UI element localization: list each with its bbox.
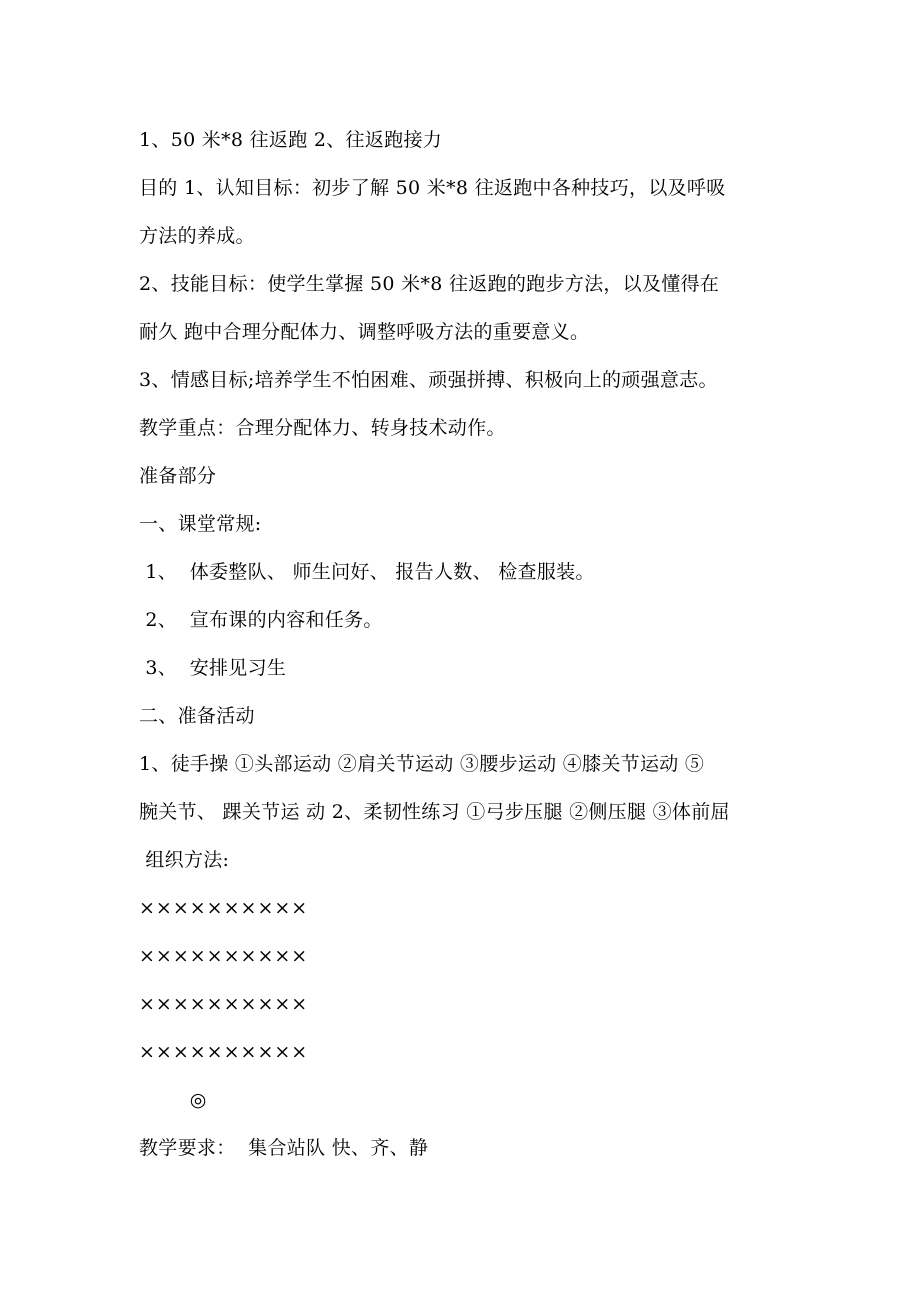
formation-row-1: ×××××××××× [139, 897, 309, 919]
routine-item-1: 1、 体委整队、 师生问好、 报告人数、 检查服装。 [139, 561, 595, 583]
teacher-position-mark: ◎ [139, 1089, 207, 1111]
subheading-class-routine: 一、课堂常规: [139, 513, 262, 535]
warmup-exercises-line2: 腕关节、 踝关节运 动 2、柔韧性练习 ①弓步压腿 ②侧压腿 ③体前屈 [139, 801, 730, 823]
objective-cognitive-line1: 目的 1、认知目标：初步了解 50 米*8 往返跑中各种技巧，以及呼吸 [139, 177, 726, 199]
section-heading-preparation: 准备部分 [139, 465, 217, 487]
formation-row-2: ×××××××××× [139, 945, 309, 967]
routine-item-2: 2、 宣布课的内容和任务。 [139, 609, 383, 631]
formation-row-4: ×××××××××× [139, 1041, 309, 1063]
lesson-content-heading: 1、50 米*8 往返跑 2、往返跑接力 [139, 129, 443, 151]
objective-cognitive-line2: 方法的养成。 [139, 225, 255, 247]
organization-method-label: 组织方法: [139, 849, 230, 871]
routine-item-3: 3、 安排见习生 [139, 657, 287, 679]
teaching-focus: 教学重点：合理分配体力、转身技术动作。 [139, 417, 506, 439]
teaching-requirements: 教学要求： 集合站队 快、齐、静 [139, 1137, 429, 1159]
warmup-exercises-line1: 1、徒手操 ①头部运动 ②肩关节运动 ③腰步运动 ④膝关节运动 ⑤ [139, 753, 705, 775]
objective-skill-line2: 耐久 跑中合理分配体力、调整呼吸方法的重要意义。 [139, 321, 590, 343]
objective-emotion: 3、情感目标;培养学生不怕困难、顽强拼搏、积极向上的顽强意志。 [139, 369, 718, 391]
objective-skill-line1: 2、技能目标：使学生掌握 50 米*8 往返跑的跑步方法，以及懂得在 [139, 273, 720, 295]
formation-row-3: ×××××××××× [139, 993, 309, 1015]
subheading-warmup: 二、准备活动 [139, 705, 255, 727]
